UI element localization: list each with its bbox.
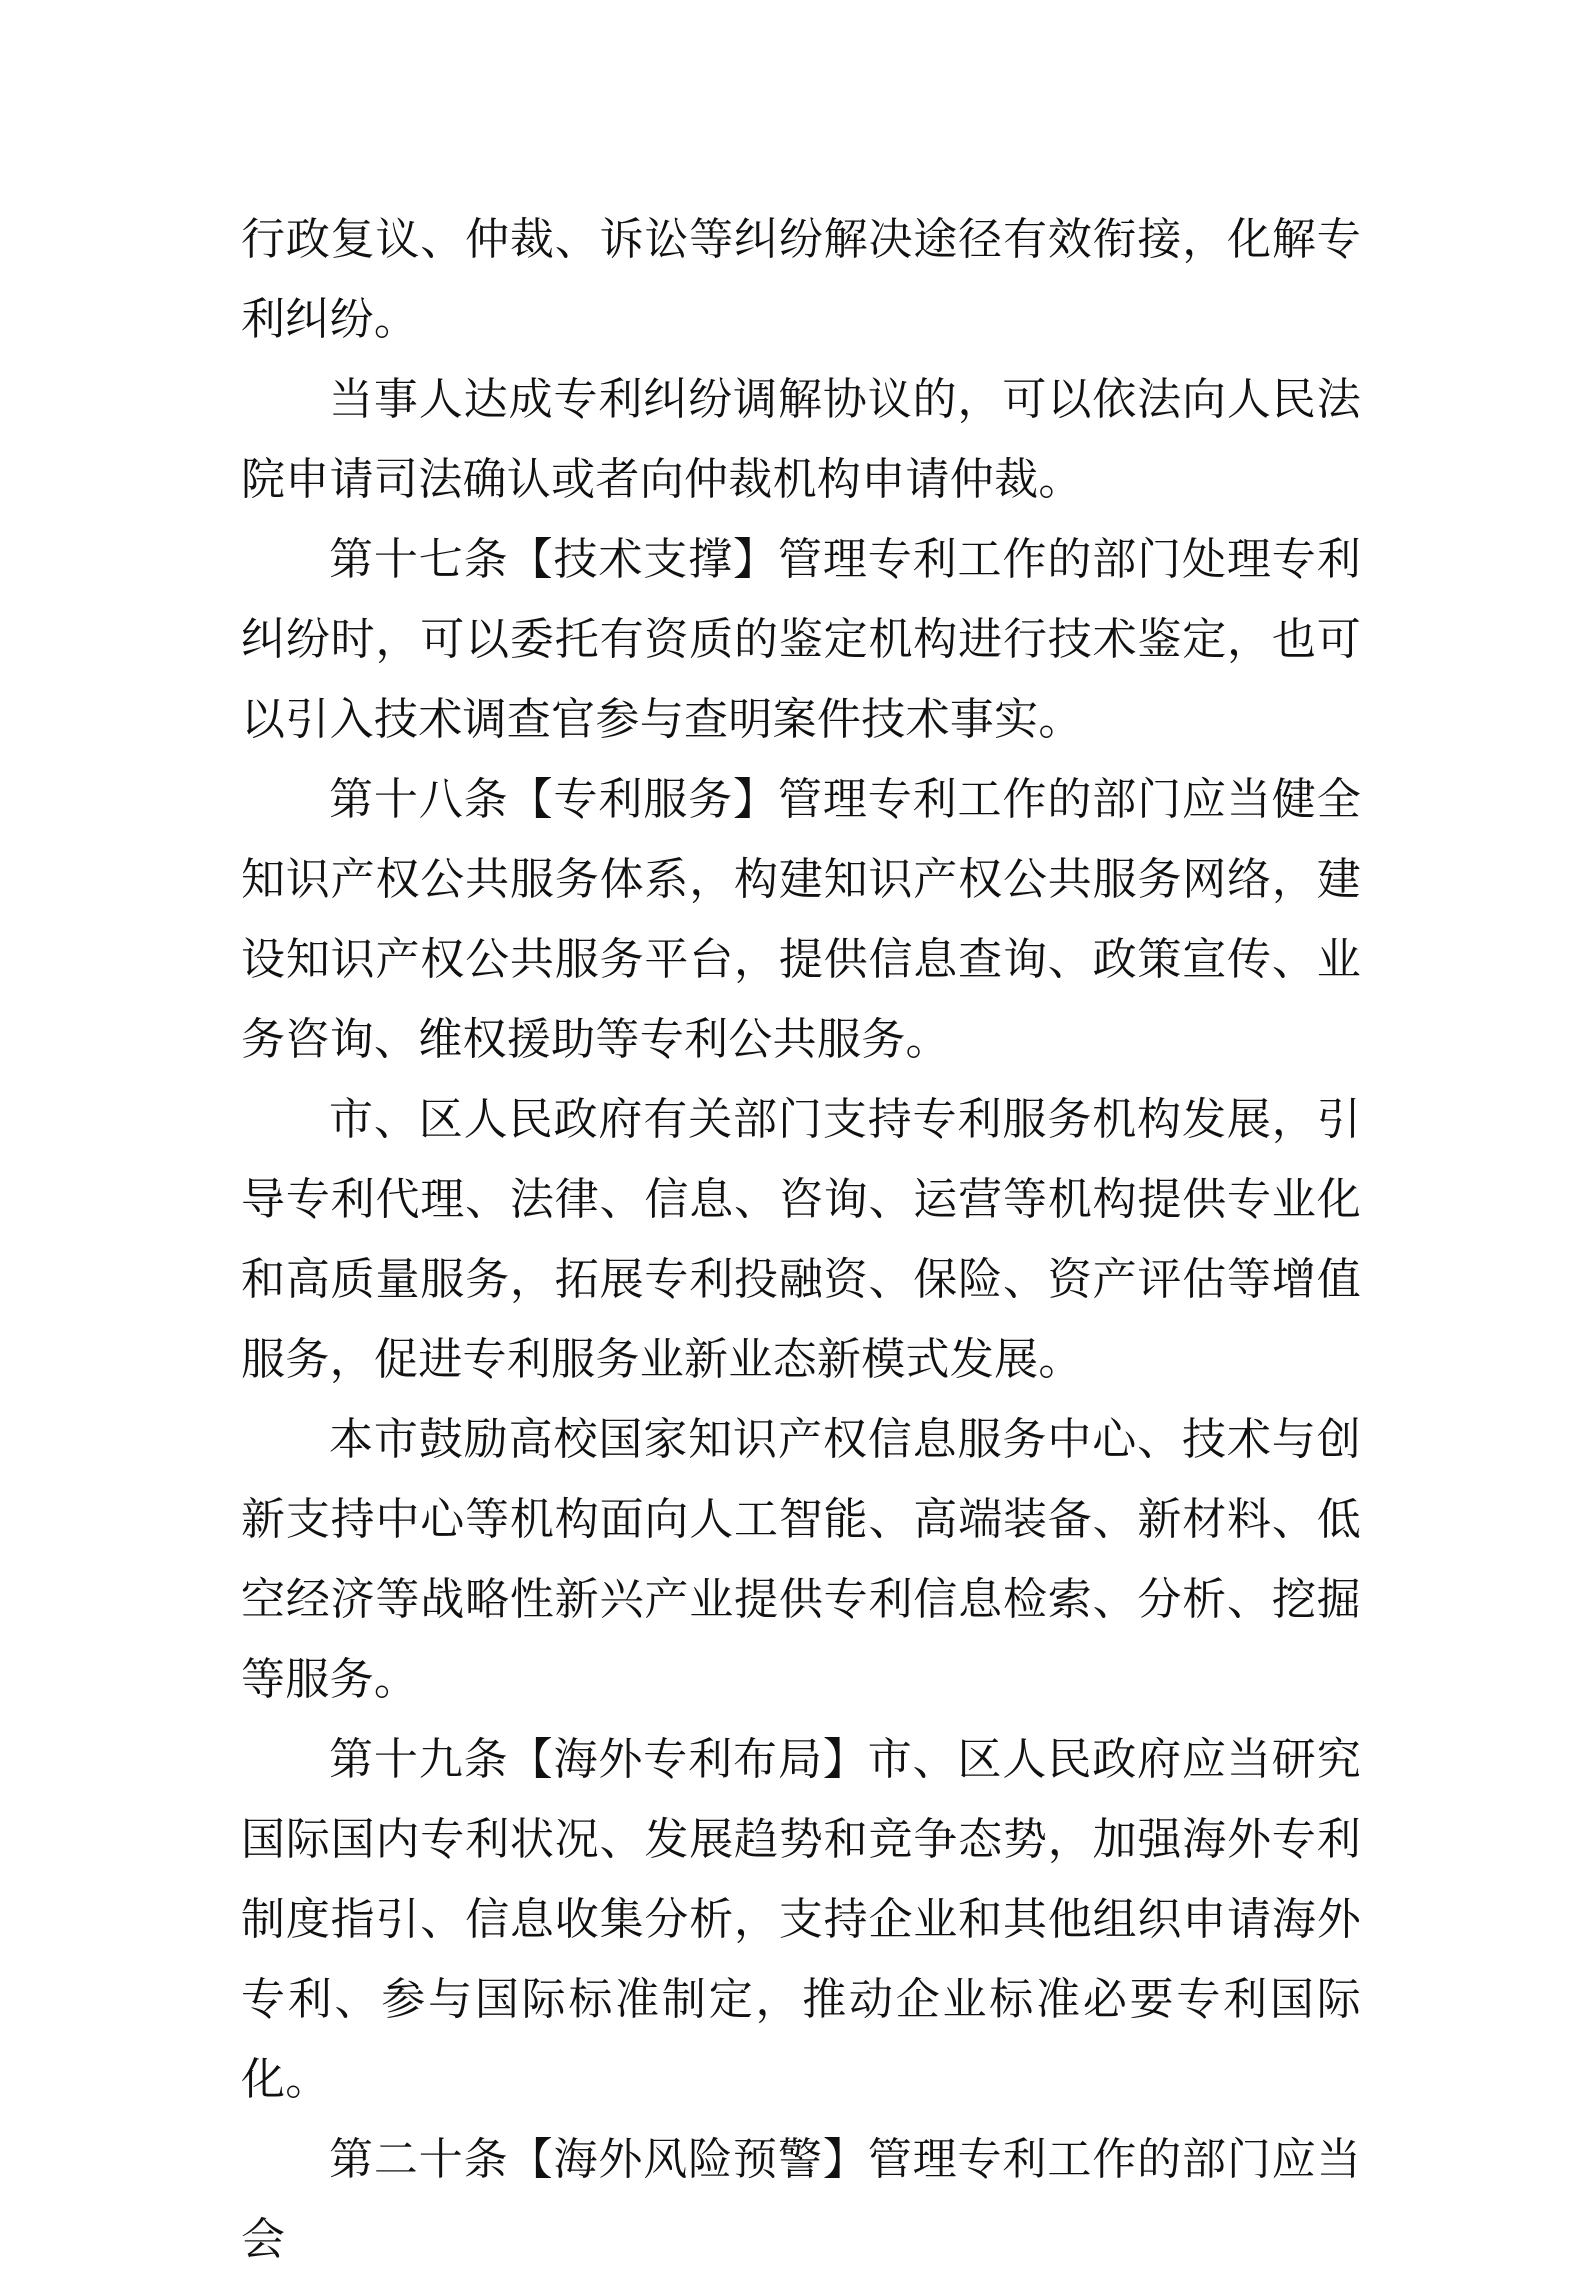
paragraph-continuation: 行政复议、仲裁、诉讼等纠纷解决途径有效衔接，化解专利纠纷。 <box>241 214 1361 345</box>
paragraph-article-19: 第十九条【海外专利布局】市、区人民政府应当研究国际国内专利状况、发展趋势和竞争态势，加强海外专利制度指引、信息收集分析，支持企业和其他组织申请海外专利、参与国际标准制定，推动企业标准必要专利国际化。 <box>241 1734 1361 2105</box>
paragraph-mediation-agreement: 当事人达成专利纠纷调解协议的，可以依法向人民法院申请司法确认或者向仲裁机构申请仲裁。 <box>241 374 1361 505</box>
document-body <box>241 200 1361 2280</box>
paragraph-article-18: 第十八条【专利服务】管理专利工作的部门应当健全知识产权公共服务体系，构建知识产权公共服务网络，建设知识产权公共服务平台，提供信息查询、政策宣传、业务咨询、维权援助等专利公共服务。 <box>241 774 1361 1065</box>
paragraph-information-services: 本市鼓励高校国家知识产权信息服务中心、技术与创新支持中心等机构面向人工智能、高端装备、新材料、低空经济等战略性新兴产业提供专利信息检索、分析、挖掘等服务。 <box>241 1414 1361 1705</box>
paragraph-service-agencies: 市、区人民政府有关部门支持专利服务机构发展，引导专利代理、法律、信息、咨询、运营等机构提供专业化和高质量服务，拓展专利投融资、保险、资产评估等增值服务，促进专利服务业新业态新模式发展。 <box>241 1094 1361 1385</box>
paragraph-article-17: 第十七条【技术支撑】管理专利工作的部门处理专利纠纷时，可以委托有资质的鉴定机构进行技术鉴定，也可以引入技术调查官参与查明案件技术事实。 <box>241 534 1361 745</box>
paragraph-article-20: 第二十条【海外风险预警】管理专利工作的部门应当会 <box>241 2134 1361 2265</box>
